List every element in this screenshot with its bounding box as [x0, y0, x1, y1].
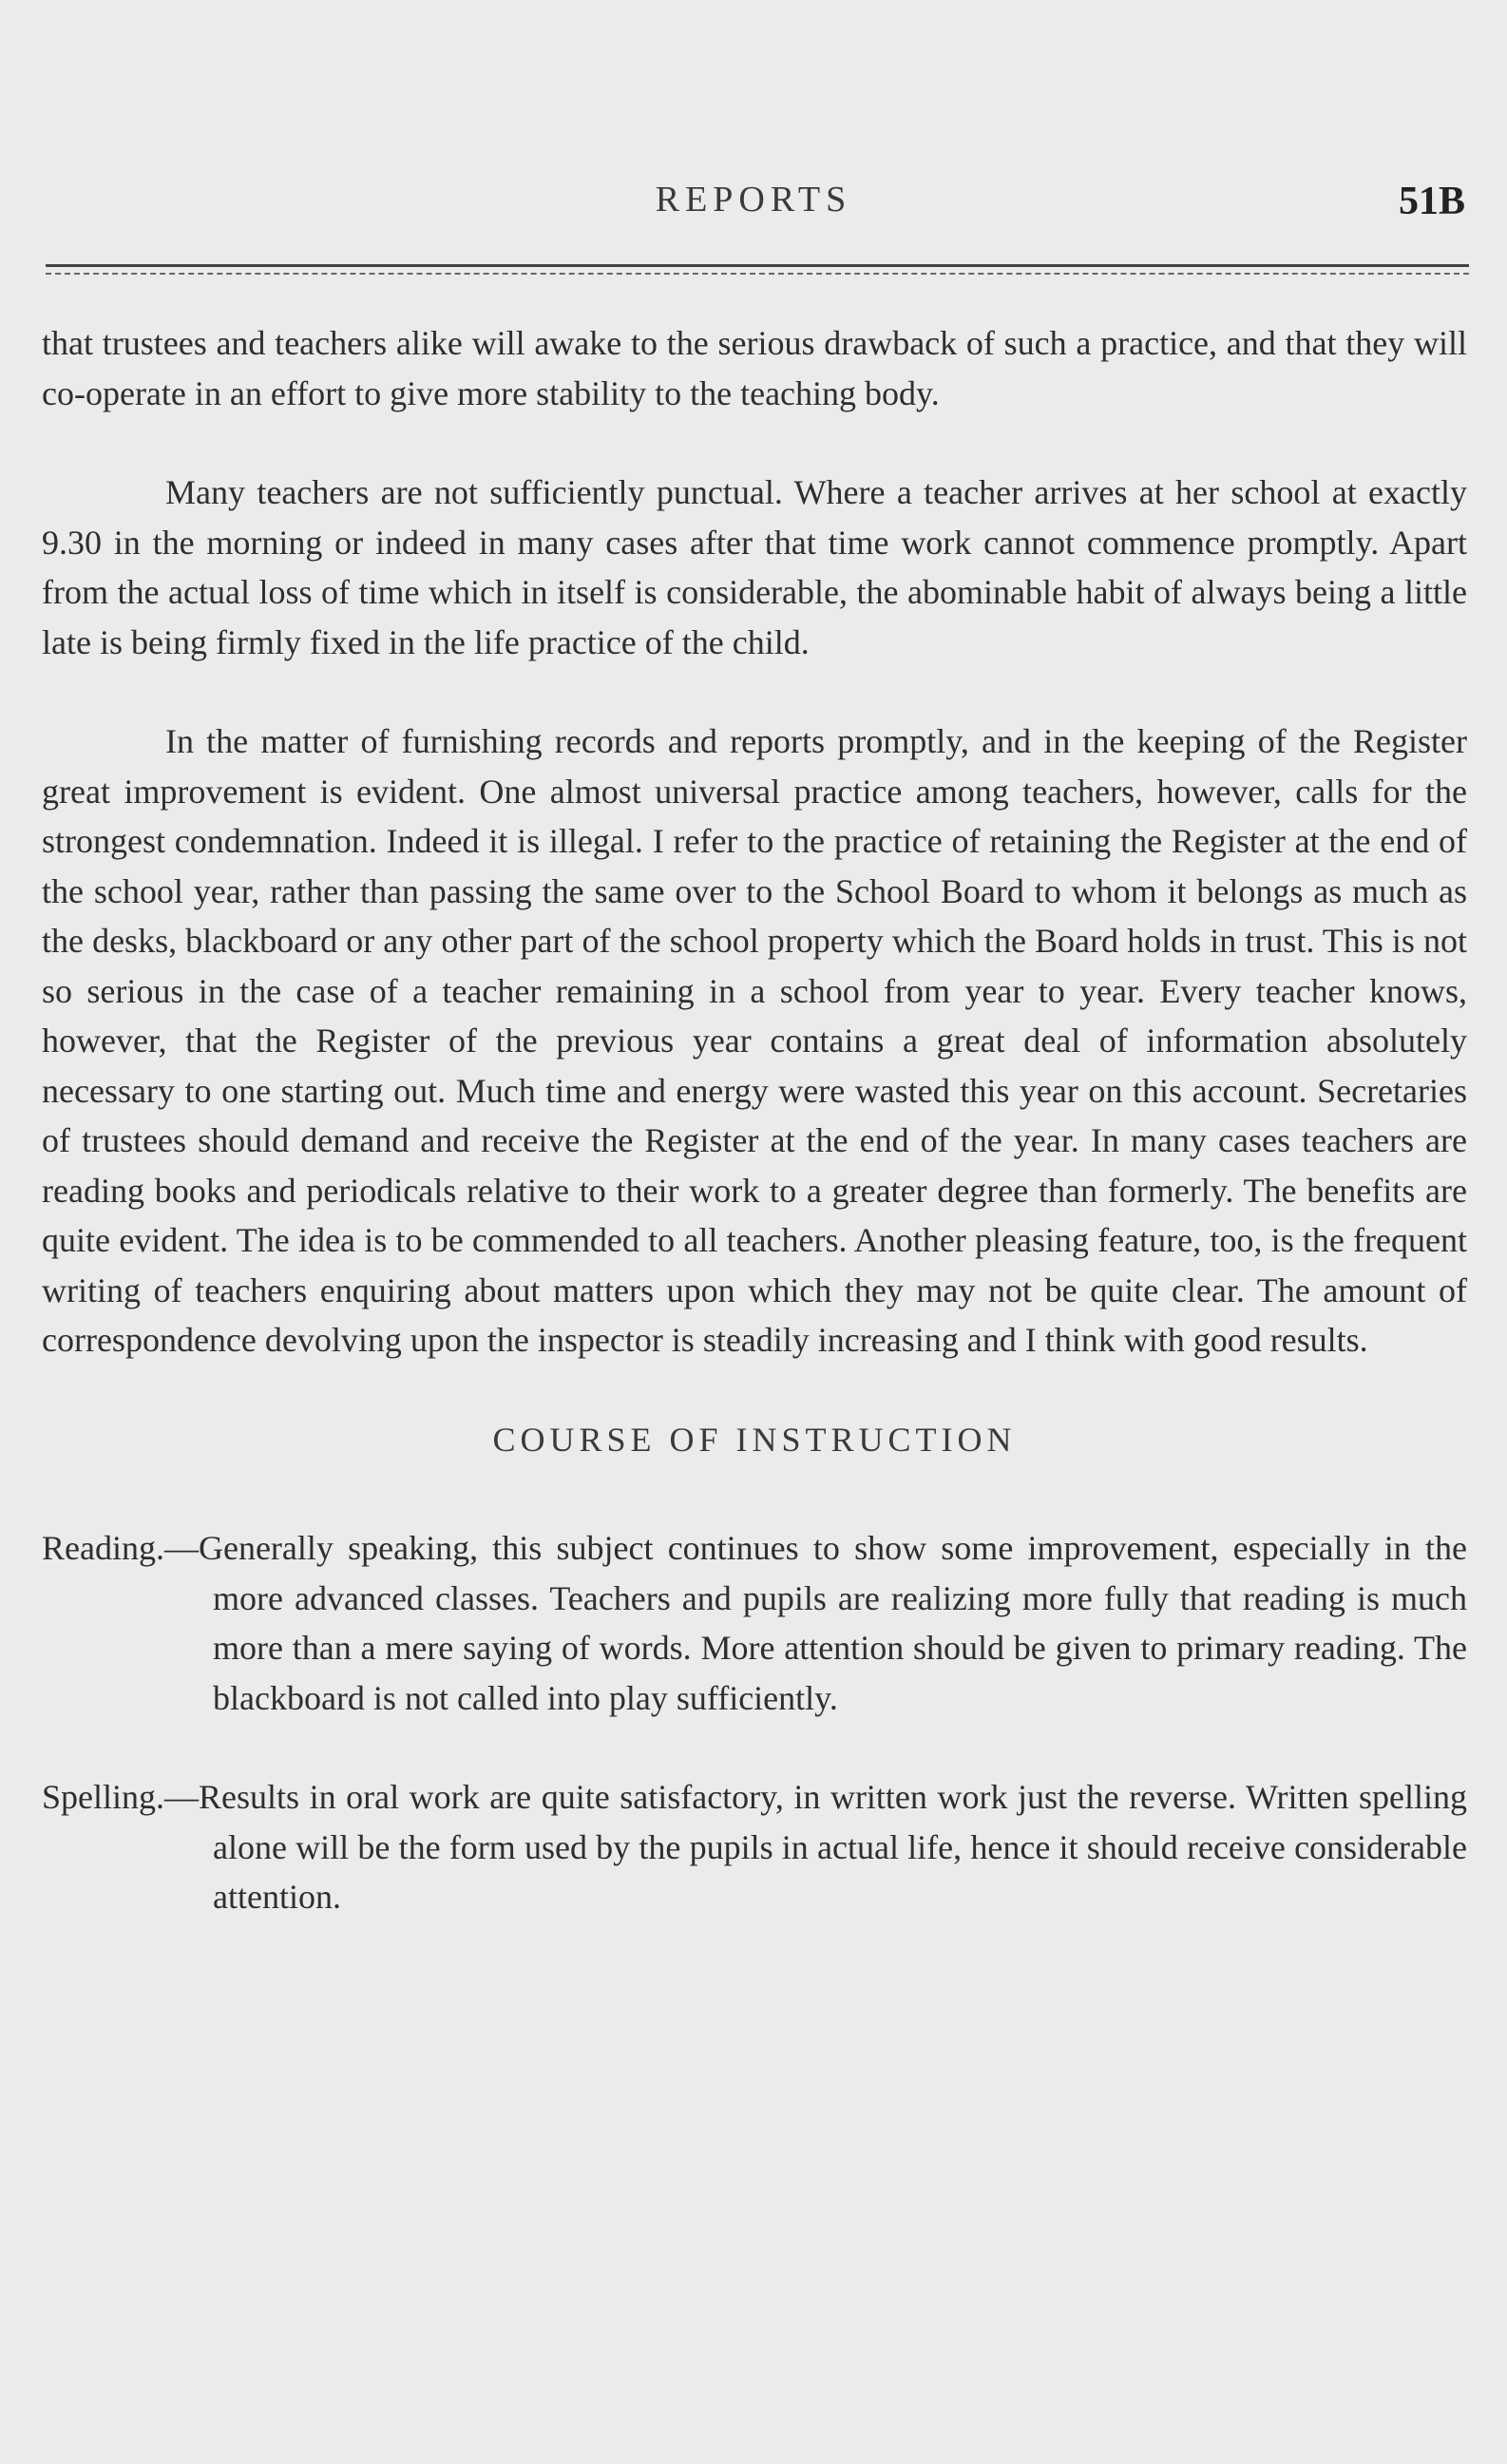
entry-spelling: Spelling.—Results in oral work are quite satisfactory, in written work just the reverse. Written spelling alone will be the form used by the pupils in actual life, hence it should receive considerable attention.: [42, 1778, 1467, 1916]
section-heading: COURSE OF INSTRUCTION: [492, 1420, 1017, 1459]
running-head: [0, 169, 1507, 226]
running-head-title: REPORTS: [655, 180, 852, 220]
body-text: [42, 318, 1467, 1972]
entry-reading: Reading.—Generally speaking, this subject continues to show some improvement, especially in the more advanced classes. Teachers and pupils are realizing more fully that reading is much more than a mere saying of words. More attention should be given to primary reading. The blackboard is not called into play sufficiently.: [42, 1529, 1467, 1717]
page-number: 51B: [1398, 180, 1465, 223]
paragraph-register: In the matter of furnishing records and reports promptly, and in the keeping of the Register great improvement is evident. One almost universal practice among teachers, however, calls for the strongest condemnation. Indeed it is illegal. I refer to the practice of retaining the Register at the end of the school year, rather than passing the same over to the School Board to whom it belongs as much as the desks, blackboard or any other part of the school property which the Board holds in trust. This is not so serious in the case of a teacher remaining in a school from year to year. Every teacher knows, however, that the Register of the previous year contains a great deal of information absolutely necessary to one starting out. Much time and energy were wasted this year on this account. Secretaries of trustees should demand and receive the Register at the end of the year. In many cases teachers are reading books and periodicals relative to their work to a greater degree than formerly. The benefits are quite evident. The idea is to be commended to all teachers. Another pleasing feature, too, is the frequent writing of teachers enquiring about matters upon which they may not be quite clear. The amount of correspondence devolving upon the inspector is steadily increasing and I think with good results.: [42, 722, 1467, 1359]
header-rule: [46, 264, 1469, 275]
paragraph-continuation: that trustees and teachers alike will awake to the serious drawback of such a practice, and that they will co-operate in an effort to give more stability to the teaching body.: [42, 324, 1467, 412]
paragraph-punctuality: Many teachers are not sufficiently punctual. Where a teacher arrives at her school at exactly 9.30 in the morning or indeed in many cases after that time work cannot commence promptly. Apart from the actual loss of time which in itself is considerable, the abominable habit of always being a little late is being firmly fixed in the life practice of the child.: [42, 473, 1467, 661]
